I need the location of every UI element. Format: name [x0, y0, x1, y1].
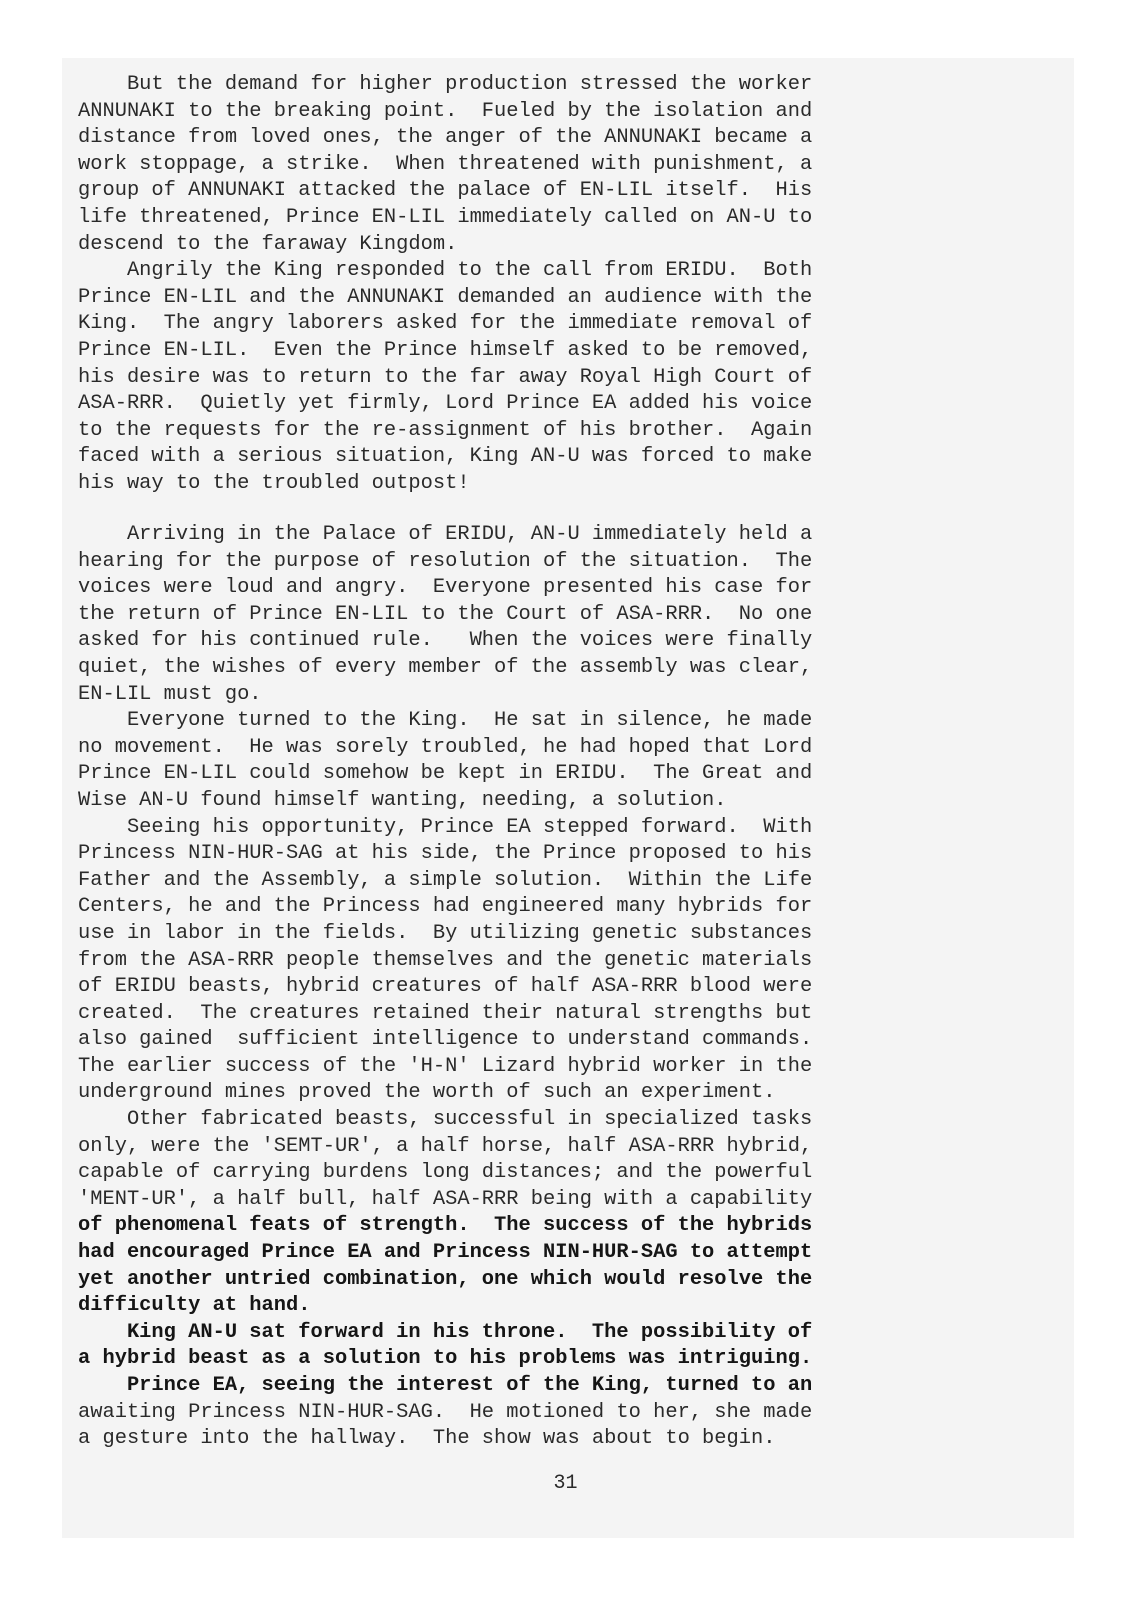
text-line: asked for his continued rule. When the voices were finally — [78, 629, 813, 653]
text-line: Other fabricated beasts, successful in specialized tasks — [78, 1108, 813, 1132]
text-line: use in labor in the fields. By utilizing genetic substances — [78, 921, 813, 945]
text-line: voices were loud and angry. Everyone presented his case for — [78, 576, 813, 600]
text-line: work stoppage, a strike. When threatened with punishment, a — [78, 152, 813, 176]
text-line: descend to the faraway Kingdom. — [78, 232, 458, 256]
text-line: ANNUNAKI to the breaking point. Fueled by the isolation and — [78, 99, 813, 123]
text-line: King. The angry laborers asked for the immediate removal of — [78, 312, 813, 336]
text-line: But the demand for higher production stressed the worker — [78, 73, 813, 96]
text-line: EN-LIL must go. — [78, 682, 262, 706]
text-line: also gained sufficient intelligence to understand commands. — [78, 1028, 813, 1052]
page-number: 31 — [553, 1472, 578, 1495]
text-line: Prince EA, seeing the interest of the King, turned to an — [78, 1374, 813, 1397]
text-line: King AN-U sat forward in his throne. The possibility of — [78, 1320, 813, 1344]
text-line: Wise AN-U found himself wanting, needing, a solution. — [78, 788, 727, 812]
text-line: of ERIDU beasts, hybrid creatures of half ASA-RRR blood were — [78, 975, 813, 999]
text-line: had encouraged Prince EA and Princess NIN-HUR-SAG to attempt — [78, 1241, 813, 1265]
text-line: hearing for the purpose of resolution of the situation. The — [78, 549, 813, 573]
text-line: difficulty at hand. — [78, 1294, 311, 1318]
text-line: his desire was to return to the far away Royal High Court of — [78, 365, 813, 389]
text-section-1 — [78, 72, 1046, 498]
text-line: his way to the troubled outpost! — [78, 471, 470, 495]
text-line: Princess NIN-HUR-SAG at his side, the Prince proposed to his — [78, 842, 813, 866]
text-line: Arriving in the Palace of ERIDU, AN-U immediately held a — [78, 523, 813, 546]
text-line: distance from loved ones, the anger of the ANNUNAKI became a — [78, 126, 813, 150]
text-line: 'MENT-UR', a half bull, half ASA-RRR being with a capability — [78, 1187, 813, 1211]
text-line: the return of Prince EN-LIL to the Court of ASA-RRR. No one — [78, 602, 813, 626]
text-line: of phenomenal feats of strength. The success of the hybrids — [78, 1214, 813, 1238]
text-line: a hybrid beast as a solution to his problems was intriguing. — [78, 1347, 813, 1371]
text-line: faced with a serious situation, King AN-U was forced to make — [78, 445, 813, 469]
text-line: yet another untried combination, one which would resolve the — [78, 1267, 813, 1291]
text-line: from the ASA-RRR people themselves and the genetic materials — [78, 948, 813, 972]
text-line: Prince EN-LIL and the ANNUNAKI demanded an audience with the — [78, 285, 813, 309]
text-line: Centers, he and the Princess had engineered many hybrids for — [78, 895, 813, 919]
text-line: to the requests for the re-assignment of his brother. Again — [78, 418, 813, 442]
text-line: life threatened, Prince EN-LIL immediately called on AN-U to — [78, 205, 813, 229]
text-line: quiet, the wishes of every member of the assembly was clear, — [78, 655, 813, 679]
text-line: a gesture into the hallway. The show was about to begin. — [78, 1427, 776, 1451]
text-line: Seeing his opportunity, Prince EA stepped forward. With — [78, 815, 813, 839]
text-line: group of ANNUNAKI attacked the palace of EN-LIL itself. His — [78, 179, 813, 203]
text-line: capable of carrying burdens long distances; and the powerful — [78, 1161, 813, 1185]
text-line: Prince EN-LIL could somehow be kept in ERIDU. The Great and — [78, 762, 813, 786]
text-line: The earlier success of the 'H-N' Lizard hybrid worker in the — [78, 1054, 813, 1078]
text-line: Prince EN-LIL. Even the Prince himself asked to be removed, — [78, 338, 813, 362]
text-line: only, were the 'SEMT-UR', a half horse, half ASA-RRR hybrid, — [78, 1134, 813, 1158]
text-line: Everyone turned to the King. He sat in silence, he made — [78, 709, 813, 733]
text-line: underground mines proved the worth of such an experiment. — [78, 1081, 776, 1105]
text-line: ASA-RRR. Quietly yet firmly, Lord Prince EA added his voice — [78, 392, 813, 416]
text-line: Angrily the King responded to the call from ERIDU. Both — [78, 259, 813, 283]
text-line: awaiting Princess NIN-HUR-SAG. He motioned to her, she made — [78, 1400, 813, 1424]
text-section-2 — [78, 522, 1046, 1453]
text-line: created. The creatures retained their natural strengths but — [78, 1001, 813, 1025]
text-line: no movement. He was sorely troubled, he had hoped that Lord — [78, 735, 813, 759]
text-line: Father and the Assembly, a simple solution. Within the Life — [78, 868, 813, 892]
